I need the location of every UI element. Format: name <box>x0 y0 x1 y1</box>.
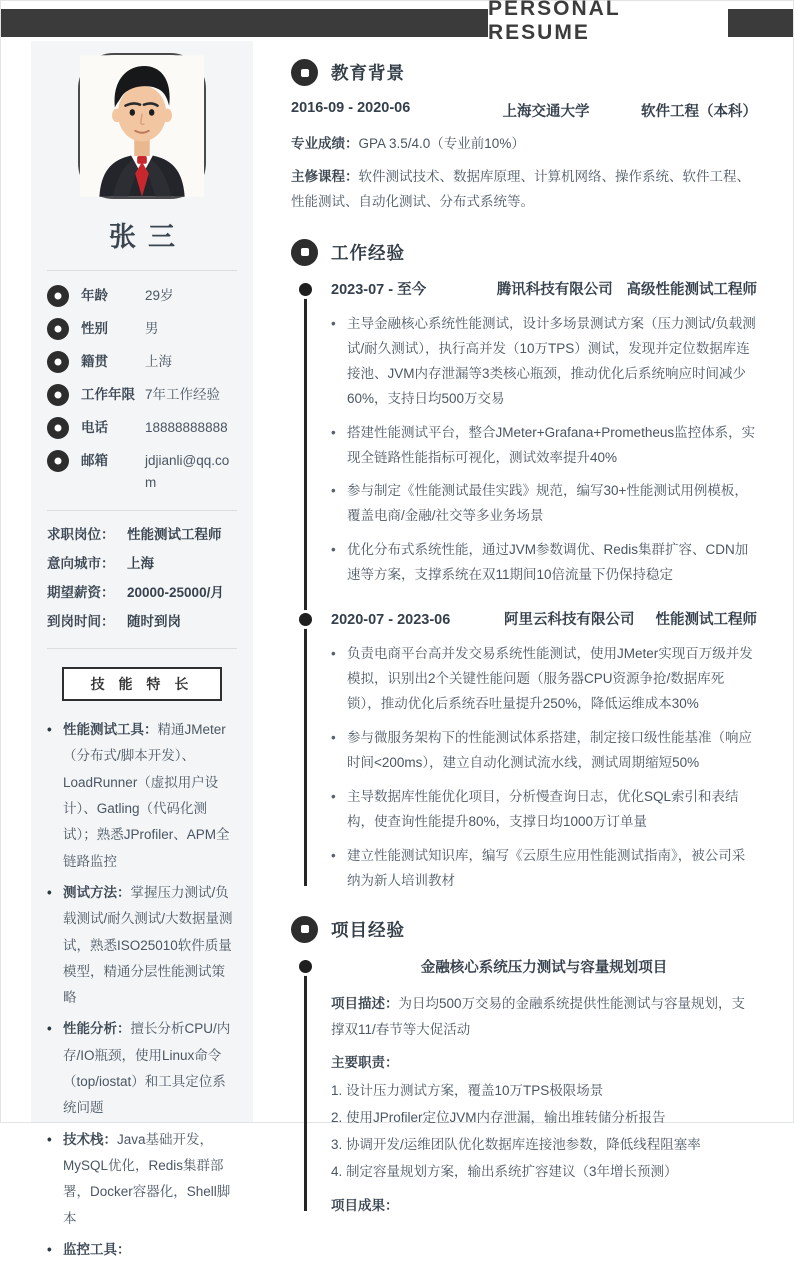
skill-detail: 掌握压力测试/负载测试/耐久测试/大数据量测试，熟悉ISO25010软件质量模型，精通分层性能测试策略 <box>63 884 233 1006</box>
info-row-hometown <box>47 351 237 373</box>
skill-text <box>63 880 237 1012</box>
job-company: 腾讯科技有限公司 <box>496 281 613 298</box>
divider <box>47 648 237 649</box>
info-row-age <box>47 285 237 307</box>
info-label: 工作年限 <box>81 387 135 402</box>
section-title: 工作经验 <box>331 242 405 263</box>
intent-value: 上海 <box>127 556 154 571</box>
divider <box>47 270 237 271</box>
project-duties <box>331 1077 757 1185</box>
avatar <box>78 53 206 199</box>
bullet-text: 负责电商平台高并发交易系统性能测试，使用JMeter实现百万级并发模拟，识别出2个关键性能问题（服务器CPU资源争抢/数据库死锁），推动优化后系统吞吐量提升250%，降低运维成本30% <box>347 646 753 712</box>
courses-value: 软件测试技术、数据库原理、计算机网络、操作系统、软件工程、性能测试、自动化测试、分布式系统等。 <box>291 168 750 210</box>
page-title: PERSONAL RESUME <box>488 1 728 41</box>
duty-item: 3. 协调开发/运维团队优化数据库连接池参数，降低线程阻塞率 <box>331 1137 701 1153</box>
skill-label: 测试方法： <box>63 884 131 900</box>
info-row-phone <box>47 417 237 439</box>
skill-label: 性能测试工具： <box>63 722 158 737</box>
intent-row-city <box>47 554 237 574</box>
skill-text <box>63 1127 237 1232</box>
bullet-text: 建立性能测试知识库，编写《云原生应用性能测试指南》，被公司采纳为新人培训教材 <box>347 847 746 888</box>
bullet-icon: • <box>47 1241 52 1257</box>
bullet-icon: • <box>331 542 336 558</box>
intent-label: 期望薪资： <box>47 585 115 600</box>
bullet-icon: • <box>47 884 52 900</box>
duty-item: 4. 制定容量规划方案，输出系统扩容建议（3年增长预测） <box>331 1164 678 1180</box>
education-school: 上海交通大学 <box>502 104 590 120</box>
info-row-experience <box>47 384 237 406</box>
job-entry <box>331 610 757 893</box>
job-period: 2023-07 - 至今 <box>331 281 427 298</box>
intent-value: 随时到岗 <box>127 614 181 629</box>
bullet-icon: • <box>331 424 336 440</box>
bullet-icon: • <box>331 646 336 662</box>
duty-item: 1. 设计压力测试方案，覆盖10万TPS极限场景 <box>331 1083 604 1099</box>
info-label: 年龄 <box>81 288 108 303</box>
section-education <box>291 59 757 215</box>
skill-detail: 精通JMeter（分布式/脚本开发）、LoadRunner（虚拟用户设计）、Gatling（代码化测试）；熟悉JProfiler、APM全链路监控 <box>63 722 230 869</box>
project-entry <box>331 957 757 1219</box>
bullet-icon: • <box>331 730 336 746</box>
info-label: 邮箱 <box>81 453 108 468</box>
job-bullets <box>331 642 757 894</box>
job-company: 阿里云科技有限公司 <box>504 612 635 629</box>
gpa-value: GPA 3.5/4.0（专业前10%） <box>358 136 525 151</box>
bullet-icon: • <box>47 1021 52 1037</box>
hometown-icon <box>47 351 69 373</box>
job-bullet <box>331 312 757 412</box>
intent-label: 到岗时间： <box>47 614 115 629</box>
job-intent-block <box>47 525 237 632</box>
skills-list <box>47 717 237 1263</box>
job-period: 2020-07 - 2023-06 <box>331 612 451 629</box>
intent-label: 意向城市： <box>47 556 115 571</box>
skill-item <box>47 717 237 875</box>
education-degree: 软件工程（本科） <box>641 104 757 120</box>
job-role: 性能测试工程师 <box>655 612 757 629</box>
info-row-email <box>47 450 237 494</box>
bullet-icon: • <box>47 1131 52 1147</box>
info-value: 29岁 <box>145 288 174 303</box>
phone-icon <box>47 417 69 439</box>
skill-detail: 擅长分析CPU/内存/IO瓶颈，使用Linux命令（top/iostat）和工具定位系统问题 <box>63 1021 231 1116</box>
skills-section-title: 技 能 特 长 <box>62 667 222 701</box>
timeline-dot-icon <box>299 283 312 296</box>
age-icon <box>47 285 69 307</box>
email-icon <box>47 450 69 472</box>
skill-label: 监控工具： <box>63 1241 131 1257</box>
bullet-text: 优化分布式系统性能，通过JVM参数调优、Redis集群扩容、CDN加速等方案，支撑系统在双11期间10倍流量下仍保持稳定 <box>347 542 749 583</box>
project-desc-label: 项目描述： <box>331 996 399 1012</box>
candidate-name: 张三 <box>109 222 187 252</box>
skill-text <box>63 1016 237 1121</box>
divider <box>47 510 237 511</box>
bullet-text: 参与微服务架构下的性能测试体系搭建，制定接口级性能基准（响应时间<200ms），建立自动化测试流水线，测试周期缩短50% <box>347 730 752 770</box>
info-value: 男 <box>145 321 159 336</box>
intent-row-position <box>47 525 237 545</box>
skill-detail: Java基础开发，MySQL优化，Redis集群部署，Docker容器化，Shell脚本 <box>63 1131 231 1226</box>
skill-label: 技术栈： <box>63 1131 117 1147</box>
section-title: 项目经验 <box>331 919 405 940</box>
job-bullet <box>331 785 757 835</box>
job-header-row <box>331 610 757 632</box>
skill-item <box>47 880 237 1012</box>
info-list <box>47 285 237 494</box>
timeline-dot-icon <box>299 613 312 626</box>
courses-label: 主修课程： <box>291 168 359 184</box>
bullet-icon: • <box>331 483 336 499</box>
education-period: 2016-09 - 2020-06 <box>291 100 411 116</box>
intent-row-availability <box>47 612 237 632</box>
gender-icon <box>47 318 69 340</box>
job-bullet <box>331 479 757 529</box>
timeline-dot-icon <box>299 960 312 973</box>
projects-header <box>291 916 757 943</box>
education-header <box>291 59 757 86</box>
info-value: 7年工作经验 <box>145 387 221 402</box>
education-row <box>291 100 757 121</box>
job-entry <box>331 280 757 588</box>
bullet-text: 主导数据库性能优化项目，分析慢查询日志，优化SQL索引和表结构，使查询性能提升80%，支撑日均1000万订单量 <box>347 788 739 829</box>
section-work <box>291 239 757 894</box>
section-marker-icon <box>291 239 318 266</box>
section-projects <box>291 916 757 1219</box>
job-role: 高级性能测试工程师 <box>626 281 757 298</box>
work-header <box>291 239 757 266</box>
job-bullet <box>331 726 757 776</box>
intent-label: 求职岗位： <box>47 527 115 542</box>
gpa-line <box>291 131 757 157</box>
section-marker-icon <box>291 59 318 86</box>
info-label: 性别 <box>81 321 108 336</box>
bullet-icon: • <box>331 788 336 804</box>
sidebar <box>31 41 253 1257</box>
project-title: 金融核心系统压力测试与容量规划项目 <box>420 959 668 976</box>
info-value: jdjianli@qq.com <box>145 453 230 490</box>
main-content <box>291 47 757 1241</box>
intent-row-salary <box>47 583 237 603</box>
avatar-portrait-icon <box>80 55 204 197</box>
info-label: 电话 <box>81 420 108 435</box>
work-timeline <box>291 280 757 894</box>
bullet-text: 参与制定《性能测试最佳实践》规范，编写30+性能测试用例模板，覆盖电商/金融/社交等多业务场景 <box>347 483 748 524</box>
bullet-icon: • <box>331 315 336 331</box>
section-title: 教育背景 <box>331 63 405 83</box>
job-bullet <box>331 538 757 588</box>
skill-text <box>63 717 237 875</box>
duty-item: 2. 使用JProfiler定位JVM内存泄漏，输出堆转储分析报告 <box>331 1110 666 1126</box>
skill-item <box>47 1016 237 1121</box>
bullet-icon: • <box>331 847 336 863</box>
info-value: 18888888888 <box>145 420 228 435</box>
section-marker-icon <box>291 916 318 943</box>
project-desc <box>331 991 757 1042</box>
project-desc-text: 为日均500万交易的金融系统提供性能测试与容量规划，支撑双11/春节等大促活动 <box>331 996 746 1037</box>
info-row-gender <box>47 318 237 340</box>
skill-text <box>63 1237 131 1263</box>
bullet-text: 主导金融核心系统性能测试，设计多场景测试方案（压力测试/负载测试/耐久测试），执行高并发（10万TPS）测试，发现并定位数据库连接池、JVM内存泄漏等3类核心瓶颈，推动优化后系统响应时间减少60%，支持日均500万交易 <box>347 315 756 406</box>
project-result-label: 项目成果： <box>331 1198 399 1214</box>
job-bullets <box>331 312 757 589</box>
projects-timeline <box>291 957 757 1219</box>
gpa-label: 专业成绩： <box>291 136 359 151</box>
job-bullet <box>331 642 757 717</box>
intent-value: 性能测试工程师 <box>127 527 222 542</box>
skill-item <box>47 1127 237 1232</box>
courses-line <box>291 164 757 215</box>
bullet-icon: • <box>47 722 52 737</box>
job-header-row <box>331 280 757 302</box>
job-bullet <box>331 421 757 471</box>
bullet-text: 搭建性能测试平台，整合JMeter+Grafana+Prometheus监控体系，实现全链路性能指标可视化，测试效率提升40% <box>347 424 756 465</box>
skill-label: 性能分析： <box>63 1021 131 1037</box>
info-value: 上海 <box>145 354 172 369</box>
skill-item <box>47 1237 237 1263</box>
experience-icon <box>47 384 69 406</box>
job-bullet <box>331 844 757 894</box>
info-label: 籍贯 <box>81 354 108 369</box>
intent-value: 20000-25000/月 <box>127 585 224 600</box>
project-duty-label: 主要职责： <box>331 1054 399 1070</box>
